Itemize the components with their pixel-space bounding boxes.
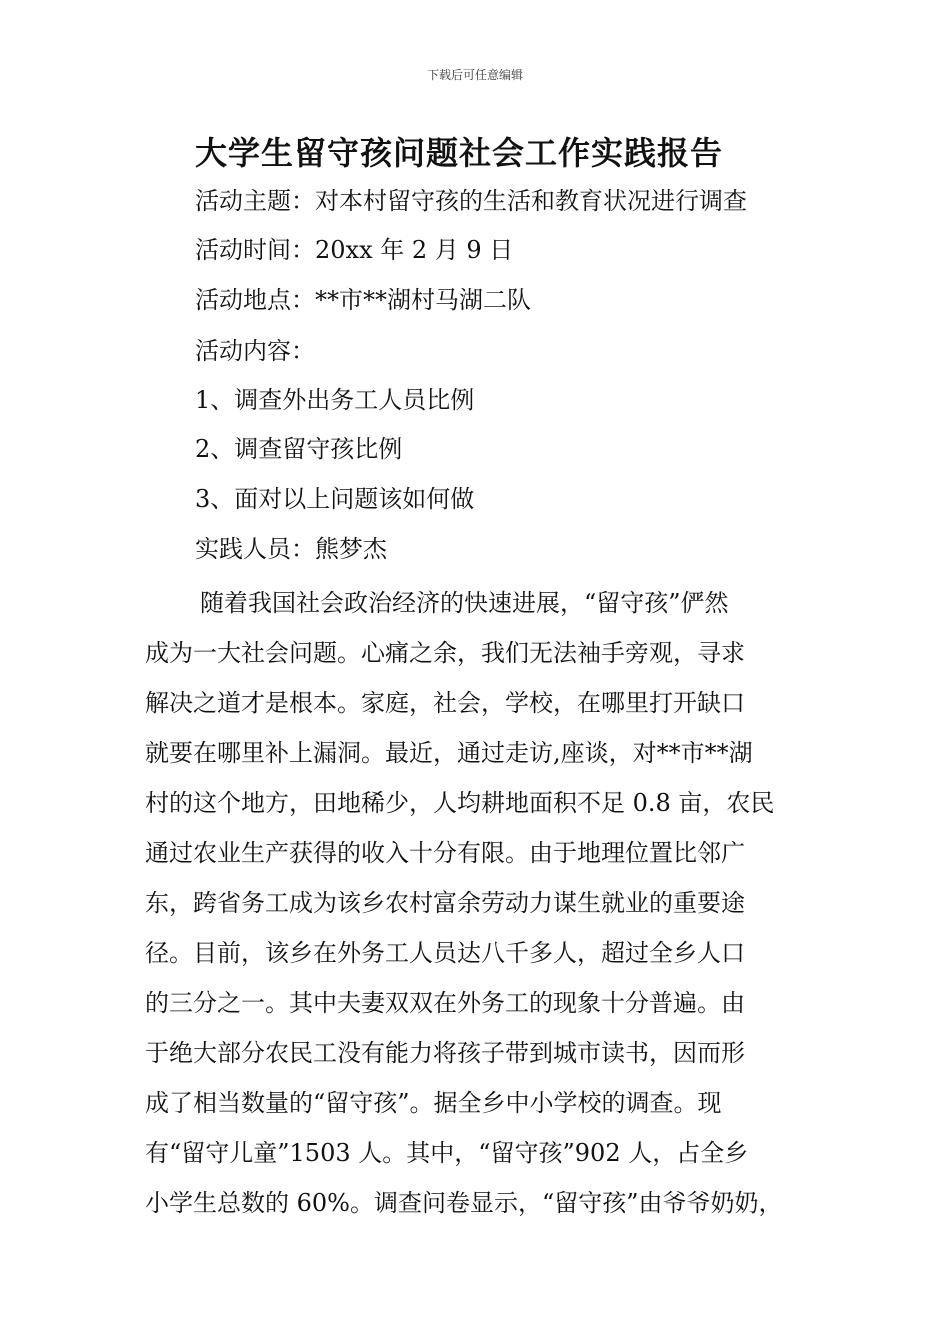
activity-theme: 活动主题：对本村留守孩的生活和教育状况进行调查 — [195, 187, 747, 215]
body-line: 成为一大社会问题。心痛之余，我们无法袖手旁观，寻求 — [145, 639, 745, 667]
body-line: 有“留守儿童”1503 人。其中，“留守孩”902 人，占全乡 — [145, 1139, 749, 1167]
body-line: 于绝大部分农民工没有能力将孩子带到城市读书，因而形 — [145, 1039, 745, 1067]
body-line: 村的这个地方，田地稀少，人均耕地面积不足 0.8 亩，农民 — [145, 789, 775, 817]
activity-item-2: 2、调查留守孩比例 — [195, 435, 403, 463]
document-title: 大学生留守孩问题社会工作实践报告 — [195, 134, 724, 172]
body-line: 随着我国社会政治经济的快速进展，“留守孩”俨然 — [200, 589, 729, 617]
body-line: 解决之道才是根本。家庭，社会，学校，在哪里打开缺口 — [145, 689, 745, 717]
activity-item-1: 1、调查外出务工人员比例 — [195, 386, 475, 414]
activity-item-3: 3、面对以上问题该如何做 — [195, 485, 475, 513]
body-line: 的三分之一。其中夫妻双双在外务工的现象十分普遍。由 — [145, 989, 745, 1017]
activity-content-heading: 活动内容： — [195, 337, 315, 365]
activity-time: 活动时间：20xx 年 2 月 9 日 — [195, 236, 514, 264]
body-line: 东，跨省务工成为该乡农村富余劳动力谋生就业的重要途 — [145, 889, 745, 917]
activity-location: 活动地点：**市**湖村马湖二队 — [195, 286, 531, 314]
body-line: 小学生总数的 60%。调查问卷显示，“留守孩”由爷爷奶奶， — [145, 1189, 783, 1217]
body-line: 通过农业生产获得的收入十分有限。由于地理位置比邻广 — [145, 839, 745, 867]
practice-personnel: 实践人员：熊梦杰 — [195, 535, 387, 563]
body-line: 径。目前，该乡在外务工人员达八千多人，超过全乡人口 — [145, 939, 745, 967]
body-paragraph — [145, 578, 825, 1228]
body-line: 成了相当数量的“留守孩”。据全乡中小学校的调查。现 — [145, 1089, 722, 1117]
body-line: 就要在哪里补上漏洞。最近，通过走访,座谈，对**市**湖 — [145, 739, 753, 767]
header-note: 下载后可任意编辑 — [426, 68, 523, 82]
